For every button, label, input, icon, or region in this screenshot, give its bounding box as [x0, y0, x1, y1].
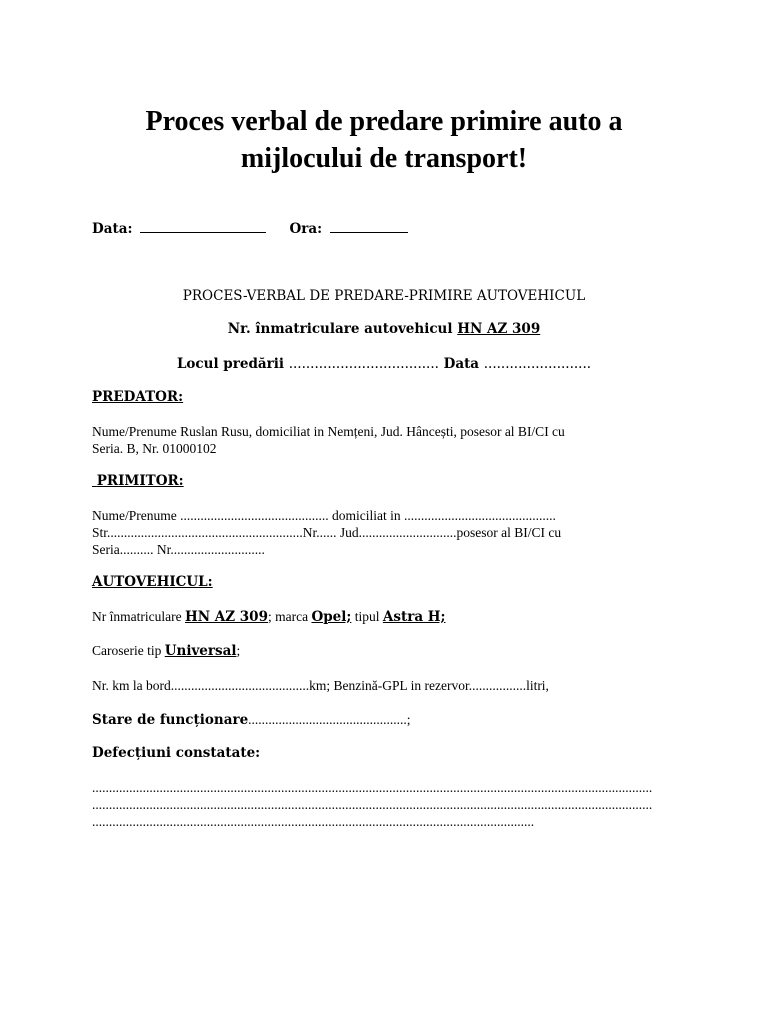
nr-label: Nr înmatriculare [92, 609, 182, 624]
caroserie-row [92, 642, 240, 660]
document-title [60, 103, 708, 177]
predator-line-2: Seria. B, Nr. 01000102 [92, 441, 217, 456]
caroserie-label: Caroserie tip [92, 643, 162, 658]
stare-label: Stare de funcționare [92, 712, 249, 728]
predator-line-1: Nume/Prenume Ruslan Rusu, domiciliat in Nemțeni, Jud. Hâncești, posesor al BI/CI cu [92, 424, 565, 439]
location-row [60, 356, 708, 373]
title-line-2: mijlocului de transport! [240, 143, 528, 174]
ora-blank-line [330, 220, 408, 233]
vehicle-details-row [92, 608, 446, 626]
location-dots: ................................... [288, 356, 439, 372]
primitor-line-2: Str..........................................................Nr...... Jud.............................posesor al BI/CI cu [92, 525, 562, 540]
predator-heading: PREDATOR: [92, 389, 184, 405]
primitor-heading: PRIMITOR: [96, 473, 184, 489]
defectiuni-dots-line-1: ...................................................................................................................................................................... [92, 780, 653, 795]
defectiuni-label: Defecțiuni constatate: [92, 745, 261, 761]
section-title: PROCES-VERBAL DE PREDARE-PRIMIRE AUTOVEHICUL [182, 288, 586, 304]
date-time-row [92, 220, 408, 238]
autovehicul-heading: AUTOVEHICUL: [92, 574, 213, 590]
ora-label: Ora: [289, 221, 323, 237]
primitor-line-3: Seria.......... Nr............................ [92, 542, 265, 557]
tipul-value: Astra H; [382, 609, 446, 625]
caroserie-end: ; [236, 643, 241, 658]
tipul-label: tipul [354, 609, 380, 624]
marca-label: ; marca [267, 609, 309, 624]
registration-row [60, 321, 708, 338]
stare-row [92, 711, 411, 729]
nr-value: HN AZ 309 [184, 609, 268, 625]
km-row: Nr. km la bord.........................................km; Benzină-GPL in rezervor.................litri, [92, 678, 549, 693]
primitor-line-1: Nume/Prenume ............................................ domiciliat in ............................................. [92, 508, 556, 523]
data-blank-line [140, 220, 266, 233]
title-line-1: Proces verbal de predare primire auto a [145, 106, 623, 137]
defectiuni-dots-line-3: ................................................................................................................................... [92, 814, 535, 829]
caroserie-value: Universal [164, 643, 237, 659]
defectiuni-dots-line-2: ...................................................................................................................................................................... [92, 797, 653, 812]
location-data-dots: ......................... [483, 356, 592, 372]
data-label: Data: [92, 221, 133, 237]
location-data-label: Data [443, 356, 480, 372]
stare-dots: ...............................................; [248, 712, 411, 727]
registration-label: Nr. înmatriculare autovehicul [227, 321, 453, 337]
registration-value: HN AZ 309 [457, 321, 541, 337]
marca-value: Opel; [311, 609, 352, 625]
location-label: Locul predării [176, 356, 284, 372]
